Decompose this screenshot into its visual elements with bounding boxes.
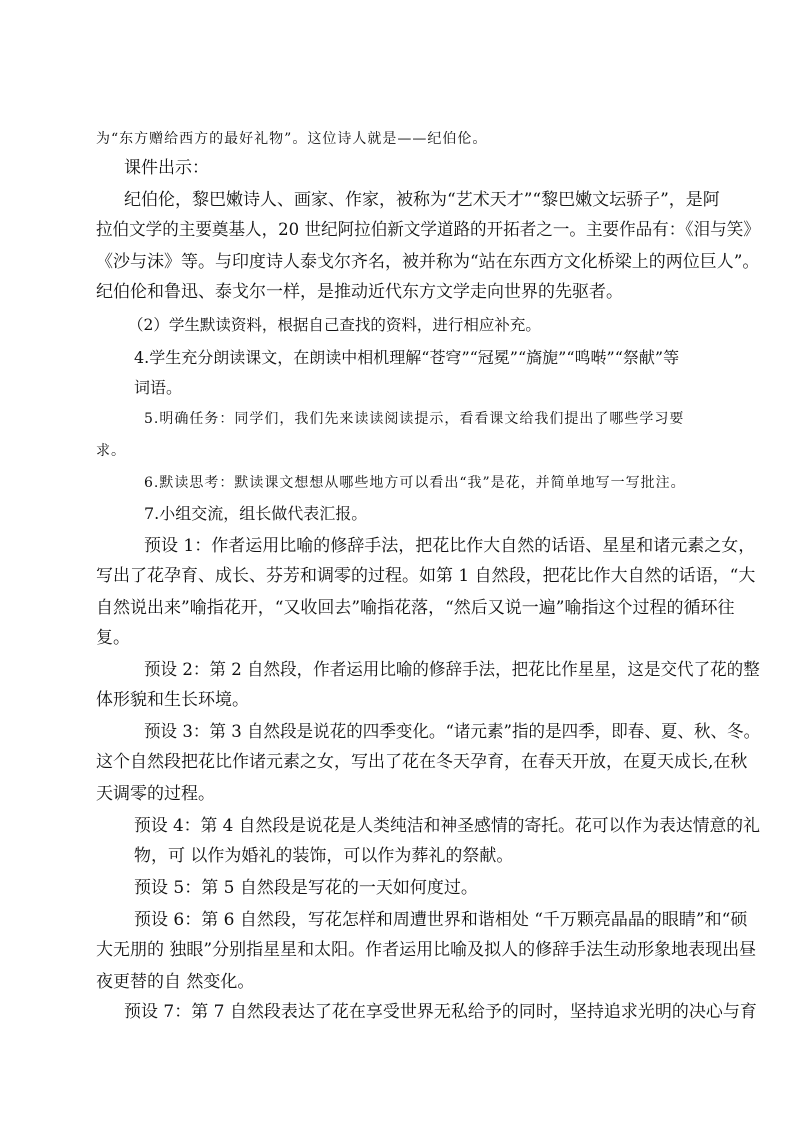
text-line-28: 夜更替的自 然变化。	[96, 972, 255, 992]
text-line-26: 预设 6：第 6 自然段，写花怎样和周遭世界和谐相处 “千万颗亮晶晶的眼睛”和“硕	[134, 910, 748, 930]
text-line-14: 预设 1：作者运用比喻的修辞手法，把花比作大自然的话语、星星和诸元素之女，	[144, 536, 756, 556]
text-line-20: 预设 3：第 3 自然段是说花的四季变化。“诸元素”指的是四季，即春、夏、秋、冬。	[144, 722, 761, 742]
text-line-4: 拉伯文学的主要奠基人，20 世纪阿拉伯新文学道路的开拓者之一。主要作品有：《泪与笑》	[96, 220, 760, 240]
text-line-10: 5.明确任务：同学们，我们先来读读阅读提示，看看课文给我们提出了哪些学习要	[144, 411, 685, 427]
text-line-29: 预设 7：第 7 自然段表达了花在享受世界无私给予的同时，坚持追求光明的决心与育	[124, 1002, 757, 1022]
text-line-11: 求。	[96, 443, 126, 459]
text-line-22: 天调零的过程。	[96, 784, 215, 804]
text-line-7: （2）学生默读资料，根据自己查找的资料，进行相应补充。	[128, 316, 541, 334]
text-line-6: 纪伯伦和鲁迅、泰戈尔一样，是推动近代东方文学走向世界的先驱者。	[96, 282, 623, 302]
text-line-9: 词语。	[134, 378, 183, 397]
text-line-27: 大无朋的 独眼”分别指星星和太阳。作者运用比喻及拟人的修辞手法生动形象地表现出昼	[96, 940, 757, 960]
text-line-19: 体形貌和生长环境。	[96, 690, 249, 710]
text-line-5: 《沙与沫》等。与印度诗人泰戈尔齐名，被并称为“站在东西方文化桥梁上的两位巨人”。	[96, 252, 760, 272]
text-line-3: 纪伯伦，黎巴嫩诗人、画家、作家，被称为“艺术天才”“黎巴嫩文坛骄子”，是阿	[124, 190, 720, 210]
text-line-2: 课件出示：	[124, 158, 209, 178]
text-line-12: 6.默读思考：默读课文想想从哪些地方可以看出“我”是花，并简单地写一写批注。	[144, 475, 686, 491]
text-line-17: 复。	[96, 628, 130, 648]
text-line-23: 预设 4：第 4 自然段是说花是人类纯洁和神圣感情的寄托。花可以作为表达情意的礼	[134, 816, 760, 836]
text-line-15: 写出了花孕育、成长、芬芳和调零的过程。如第 1 自然段，把花比作大自然的话语，“大	[96, 566, 756, 586]
text-line-1: 为“东方赠给西方的最好礼物”。这位诗人就是——纪伯伦。	[96, 131, 488, 147]
text-line-13: 7.小组交流，组长做代表汇报。	[144, 504, 368, 523]
text-line-21: 这个自然段把花比作诸元素之女，写出了花在冬天孕育，在春天开放，在夏天成长,在秋	[96, 752, 748, 772]
text-line-24: 物，可 以作为婚礼的装饰，可以作为葬礼的祭献。	[134, 846, 514, 866]
text-line-25: 预设 5：第 5 自然段是写花的一天如何度过。	[134, 878, 478, 898]
text-line-16: 自然说出来”喻指花开，“又收回去”喻指花落，“然后又说一遍”喻指这个过程的循环往	[96, 598, 735, 618]
text-line-8: 4.学生充分朗读课文，在朗读中相机理解“苍穹”“冠冕”“旖旎”“鸣啭”“祭献”等	[134, 348, 680, 367]
text-line-18: 预设 2：第 2 自然段，作者运用比喻的修辞手法，把花比作星星，这是交代了花的整	[144, 660, 760, 680]
